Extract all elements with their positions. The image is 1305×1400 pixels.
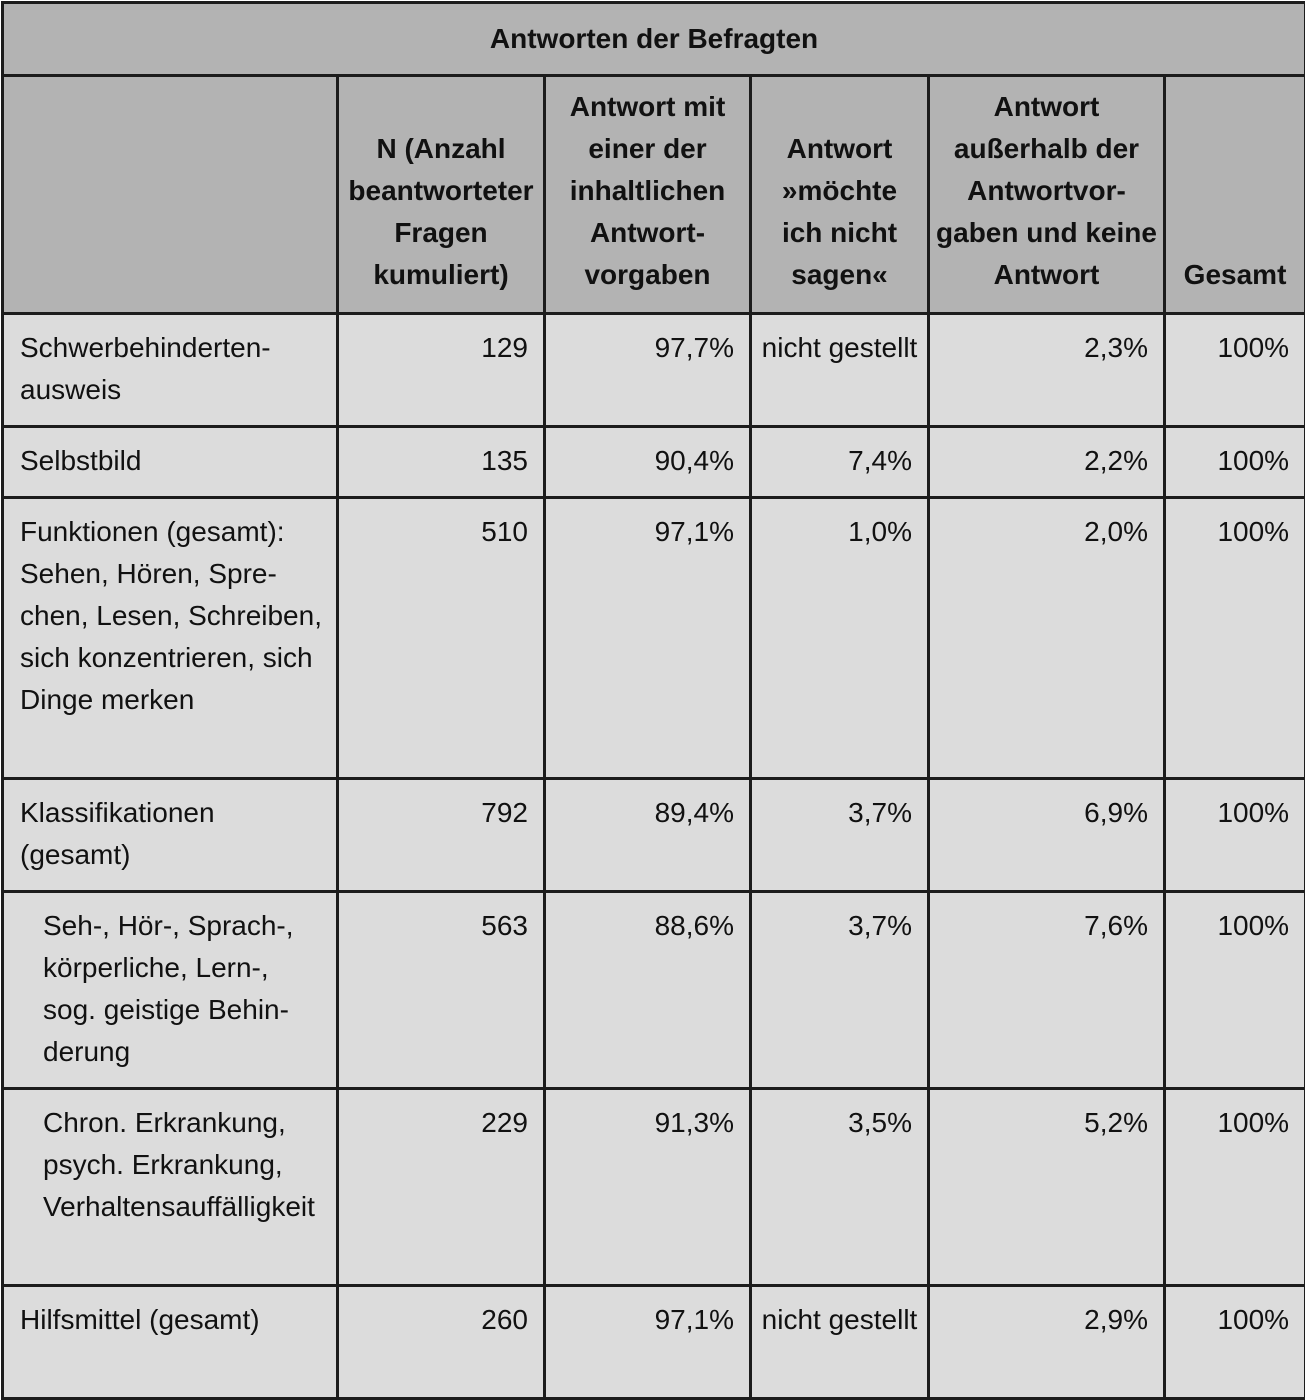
- cell-refuse-answer: 3,5%: [751, 1089, 929, 1286]
- row-label: Chron. Erkrankung, psych. Erkrankung, Verhaltensauffälligkeit: [3, 1089, 338, 1286]
- cell-refuse-answer: 1,0%: [751, 498, 929, 779]
- cell-content-answer: 90,4%: [545, 427, 751, 498]
- cell-outside-answer: 6,9%: [929, 779, 1165, 892]
- table-row: [3, 427, 1305, 498]
- cell-content-answer: 97,1%: [545, 498, 751, 779]
- table-header-row: [3, 76, 1305, 314]
- table-row: [3, 314, 1305, 427]
- row-label: Klassifikationen (gesamt): [3, 779, 338, 892]
- cell-refuse-answer: 3,7%: [751, 892, 929, 1089]
- header-outside-answer-column: Antwort außerhalb der Antwortvorgaben und keine Antwort: [929, 76, 1165, 314]
- cell-outside-answer: 2,0%: [929, 498, 1165, 779]
- cell-refuse-answer: nicht gestellt: [751, 1286, 929, 1399]
- table-row: [3, 779, 1305, 892]
- cell-outside-answer: 2,9%: [929, 1286, 1165, 1399]
- header-refuse-answer-column: Antwort »möchte ich nicht sagen«: [751, 76, 929, 314]
- row-label: Seh-, Hör-, Sprach-, körperliche, Lern-, sog. geistige Behinderung: [3, 892, 338, 1089]
- cell-total: 100%: [1165, 498, 1305, 779]
- table-row: [3, 498, 1305, 779]
- cell-content-answer: 97,1%: [545, 1286, 751, 1399]
- cell-content-answer: 89,4%: [545, 779, 751, 892]
- table-row: [3, 1089, 1305, 1286]
- cell-refuse-answer: 7,4%: [751, 427, 929, 498]
- cell-n: 260: [338, 1286, 545, 1399]
- cell-total: 100%: [1165, 427, 1305, 498]
- row-label: Hilfsmittel (gesamt): [3, 1286, 338, 1399]
- cell-total: 100%: [1165, 779, 1305, 892]
- header-label-column: [3, 76, 338, 314]
- cell-n: 135: [338, 427, 545, 498]
- table-title: Antworten der Befragten: [3, 3, 1305, 76]
- row-label: Funktionen (gesamt): Sehen, Hören, Sprechen, Lesen, Schreiben, sich konzentrieren, sich Dinge merken: [3, 498, 338, 779]
- header-content-answer-column: Antwort mit einer der inhaltlichen Antwortvorgaben: [545, 76, 751, 314]
- row-label: Schwerbehindertenausweis: [3, 314, 338, 427]
- cell-outside-answer: 2,3%: [929, 314, 1165, 427]
- cell-n: 563: [338, 892, 545, 1089]
- cell-refuse-answer: nicht gestellt: [751, 314, 929, 427]
- cell-content-answer: 97,7%: [545, 314, 751, 427]
- header-n-column: N (Anzahl beantworteter Fragen kumuliert): [338, 76, 545, 314]
- header-total-column: Gesamt: [1165, 76, 1305, 314]
- cell-n: 792: [338, 779, 545, 892]
- cell-total: 100%: [1165, 1286, 1305, 1399]
- cell-refuse-answer: 3,7%: [751, 779, 929, 892]
- survey-response-table: [1, 1, 1305, 1400]
- cell-outside-answer: 5,2%: [929, 1089, 1165, 1286]
- row-label: Selbstbild: [3, 427, 338, 498]
- cell-outside-answer: 2,2%: [929, 427, 1165, 498]
- table-row: [3, 1286, 1305, 1399]
- cell-n: 229: [338, 1089, 545, 1286]
- cell-total: 100%: [1165, 892, 1305, 1089]
- cell-content-answer: 91,3%: [545, 1089, 751, 1286]
- cell-n: 510: [338, 498, 545, 779]
- cell-content-answer: 88,6%: [545, 892, 751, 1089]
- table-row: [3, 892, 1305, 1089]
- table-title-row: [3, 3, 1305, 76]
- cell-outside-answer: 7,6%: [929, 892, 1165, 1089]
- cell-n: 129: [338, 314, 545, 427]
- cell-total: 100%: [1165, 314, 1305, 427]
- cell-total: 100%: [1165, 1089, 1305, 1286]
